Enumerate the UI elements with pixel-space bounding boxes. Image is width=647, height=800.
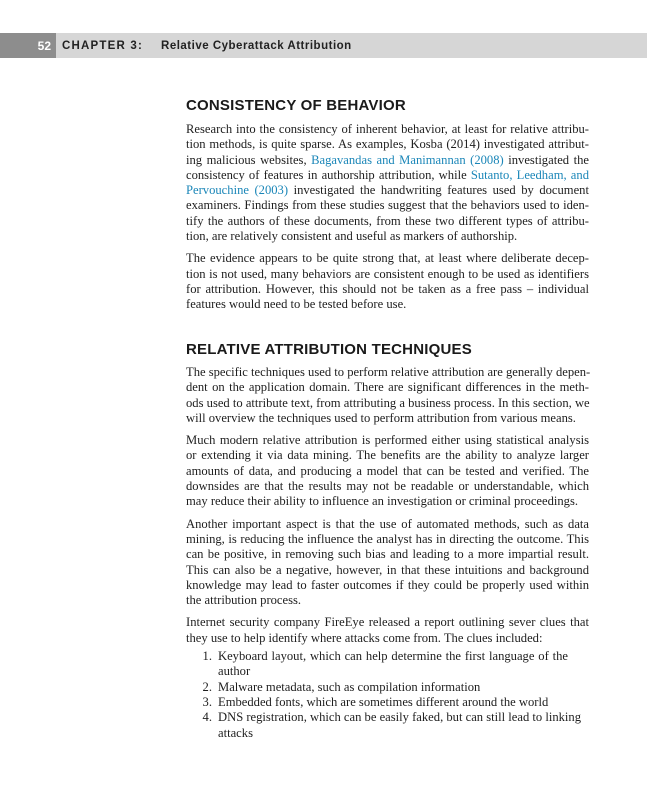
- list-item: [186, 710, 589, 741]
- text-line: [186, 532, 589, 547]
- list-number: 3.: [202, 694, 212, 709]
- text-line: [186, 380, 589, 395]
- text-line: [186, 411, 589, 426]
- text-span: features would need to be tested before use.: [186, 297, 407, 312]
- text-span: ing malicious websites,: [186, 152, 312, 167]
- text-span: they use to help identify where attacks come from. The clues included:: [186, 630, 543, 645]
- text-span: The specific techniques used to perform relative attribution are generally depen-: [186, 365, 591, 379]
- text-line: [186, 251, 589, 266]
- text-span: downsides are that the results may not be readable or understandable, which: [186, 479, 589, 494]
- text-span: tion is not used, many behaviors are consistent enough to be used as identifiers: [186, 266, 589, 281]
- paragraph: [186, 615, 589, 646]
- text-span: may reduce their ability to influence an investigation or criminal proceedings.: [186, 494, 579, 509]
- list-item-text: Keyboard layout, which can help determine the first language of the: [218, 649, 568, 664]
- list-item-text: DNS registration, which can be easily faked, but can still lead to linking: [218, 710, 582, 725]
- page-number: 52: [0, 33, 56, 58]
- chapter-label: CHAPTER 3:: [62, 39, 144, 52]
- text-span: The evidence appears to be quite strong that, at least where deliberate decep-: [186, 251, 589, 266]
- text-line: [186, 168, 589, 183]
- list-item-text: Malware metadata, such as compilation information: [218, 679, 481, 694]
- list-item: [186, 695, 589, 710]
- section-heading: CONSISTENCY OF BEHAVIOR: [186, 97, 406, 114]
- text-span: tify the authors of these documents, from these two different types of attribu-: [186, 213, 589, 228]
- list-number: 4.: [202, 710, 212, 725]
- text-line: [186, 122, 589, 137]
- paragraph: [186, 517, 589, 609]
- text-span: can be positive, in removing such bias and leading to a more impartial result.: [186, 547, 589, 562]
- text-line: [186, 578, 589, 593]
- text-span: Much modern relative attribution is performed either using statistical analysis: [186, 433, 589, 448]
- text-span: mining, is reducing the influence the analyst has in directing the outcome. This: [186, 531, 589, 546]
- list-number: 1.: [202, 649, 212, 664]
- text-span: will overview the techniques used to perform attribution from various means.: [186, 410, 576, 425]
- text-span: investigated the: [503, 152, 589, 167]
- text-span: ods used to attribute text, from attributing a business process. In this section, we: [186, 395, 590, 410]
- text-span: Research into the consistency of inherent behavior, at least for relative attribu-: [186, 122, 589, 136]
- text-line: [186, 464, 589, 479]
- list-item-text: attacks: [218, 725, 253, 740]
- text-line: [186, 267, 589, 282]
- text-line: [186, 479, 589, 494]
- section-heading: RELATIVE ATTRIBUTION TECHNIQUES: [186, 341, 472, 358]
- text-line: [186, 153, 589, 168]
- paragraph: [186, 122, 589, 244]
- citation-link[interactable]: Pervouchine (2003): [186, 183, 289, 198]
- running-header: [0, 33, 647, 58]
- text-span: knowledge may lead to faster outcomes if they could be properly used within: [186, 577, 589, 592]
- section-consistency: [186, 97, 589, 320]
- text-span: or extending it via data mining. The benefits are the ability to analyze larger: [186, 448, 589, 463]
- text-line: [186, 137, 589, 152]
- list-item-text: author: [218, 664, 251, 679]
- text-span: tion, are relatively consistent and useful as markers of authorship.: [186, 229, 518, 244]
- paragraph: [186, 365, 589, 426]
- text-span: This can also be a negative, however, in that these intuitions and background: [186, 562, 589, 577]
- text-line: [186, 517, 589, 532]
- text-line: [186, 297, 589, 312]
- list-number: 2.: [202, 679, 212, 694]
- list-item: [186, 680, 589, 695]
- text-line: [186, 396, 589, 411]
- text-span: tion methods, is quite sparse. As examples, Kosba (2014) investigated attribut-: [186, 137, 589, 152]
- text-span: Internet security company FireEye released a report outlining sever clues that: [186, 615, 589, 630]
- text-span: Another important aspect is that the use of automated methods, such as data: [186, 516, 589, 531]
- text-line: [186, 448, 589, 463]
- list-item-text: Embedded fonts, which are sometimes different around the world: [218, 694, 549, 709]
- text-line: [186, 214, 589, 229]
- text-line: [186, 282, 589, 297]
- section-techniques: [186, 341, 589, 741]
- text-line: [186, 615, 589, 630]
- text-line: [186, 183, 589, 198]
- text-line: [186, 593, 589, 608]
- text-line: [186, 229, 589, 244]
- citation-link[interactable]: Sutanto, Leedham, and: [470, 167, 589, 182]
- text-line: [186, 365, 589, 380]
- text-line: [186, 494, 589, 509]
- text-span: examiners. Findings from these studies suggest that the behaviors used to iden-: [186, 198, 589, 213]
- citation-link[interactable]: Bagavandas and Manimannan (2008): [311, 152, 504, 167]
- text-span: dent on the application domain. There are significant differences in the meth-: [186, 380, 589, 395]
- list-item: [186, 649, 589, 680]
- text-span: for attribution. However, this should not be taken as a free pass – individual: [186, 281, 589, 296]
- text-span: the attribution process.: [186, 593, 302, 608]
- chapter-title: Relative Cyberattack Attribution: [161, 39, 352, 52]
- clues-list: [186, 649, 589, 741]
- paragraph: [186, 251, 589, 312]
- text-span: amounts of data, and producing a model that can be tested and verified. The: [186, 463, 589, 478]
- text-line: [186, 563, 589, 578]
- text-line: [186, 433, 589, 448]
- text-span: investigated the handwriting features used by document: [288, 183, 589, 198]
- text-line: [186, 198, 589, 213]
- text-line: [186, 631, 589, 646]
- text-line: [186, 547, 589, 562]
- paragraph: [186, 433, 589, 509]
- text-span: consistency of features in authorship attribution, while: [186, 167, 471, 182]
